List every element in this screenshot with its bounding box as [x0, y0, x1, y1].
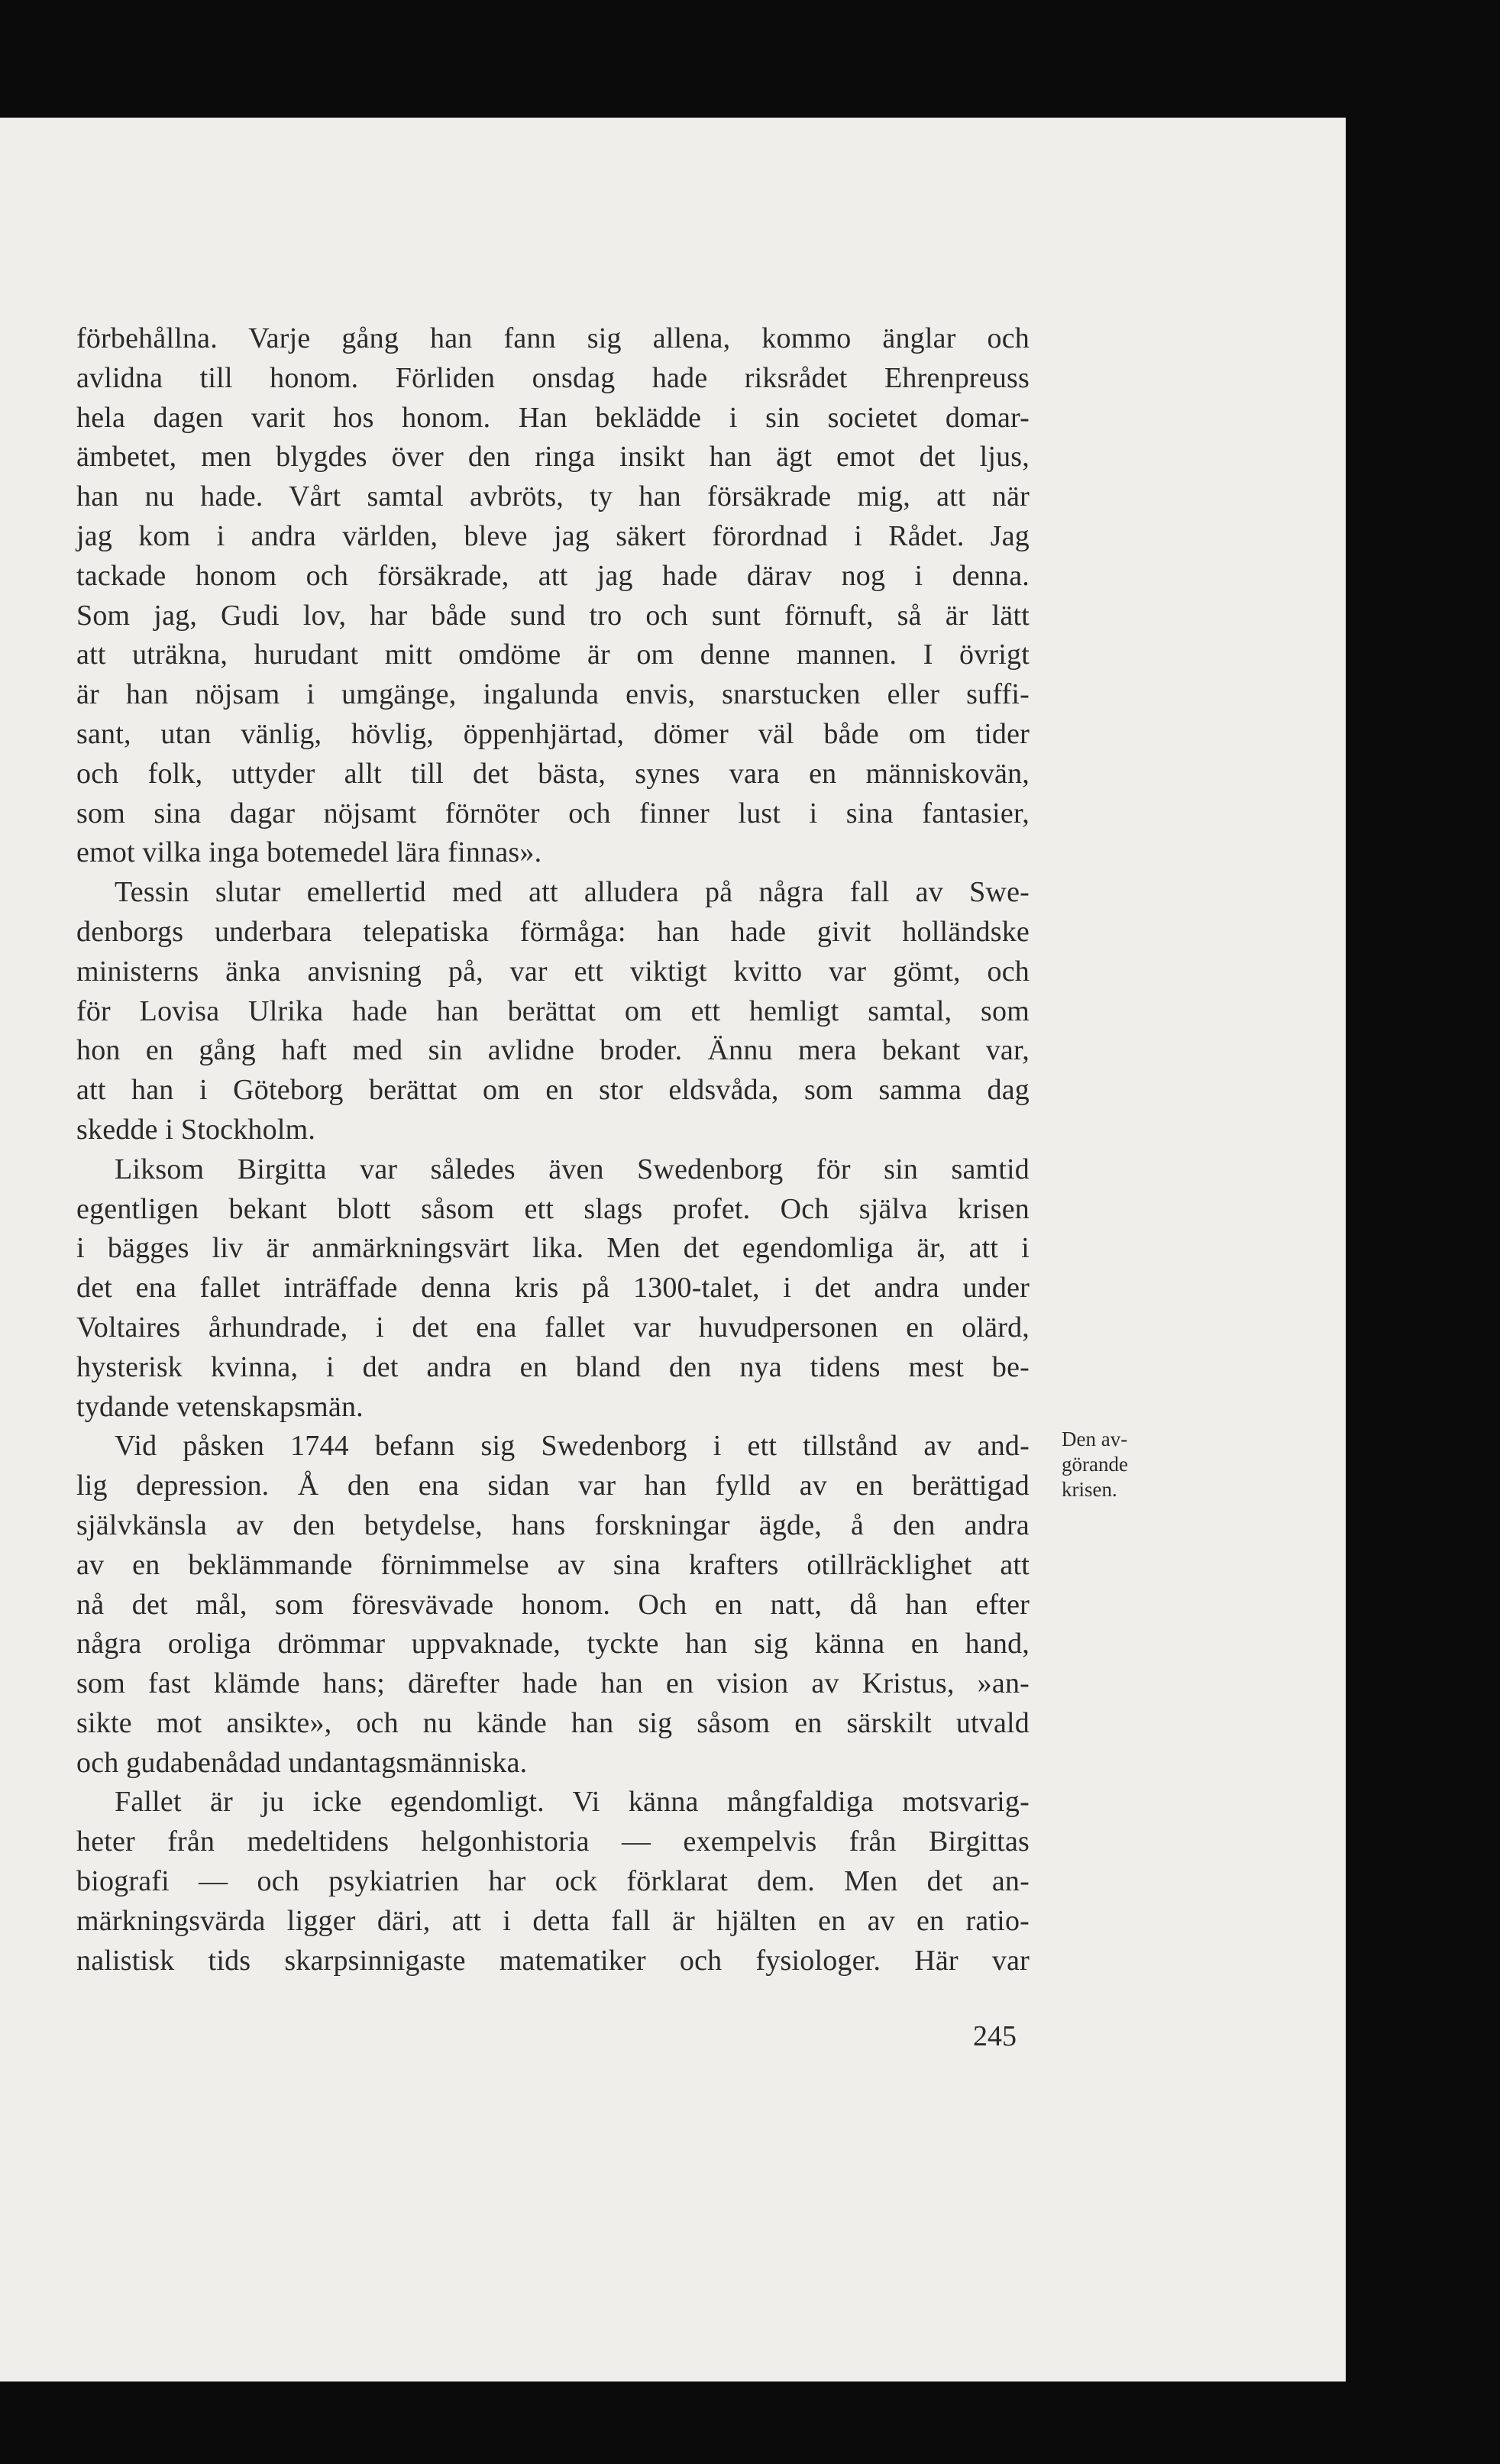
text-line: tydande vetenskapsmän. [76, 1390, 364, 1423]
text-line: han nu hade. Vårt samtal avbröts, ty han försäkrade mig, att när [76, 480, 1030, 513]
page-number: 245 [973, 2020, 1017, 2052]
text-line: biografi — och psykiatrien har ock förklarat dem. Men det an- [76, 1865, 1030, 1898]
text-line: lig depression. Å den ena sidan var han fylld av en berättigad [76, 1470, 1030, 1502]
text-line: Som jag, Gudi lov, har både sund tro och sunt förnuft, så är lätt [76, 599, 1030, 632]
text-line: av en beklämmande förnimmelse av sina krafters otillräcklighet att [76, 1548, 1030, 1581]
text-line: skedde i Stockholm. [76, 1113, 316, 1146]
text-line: sant, utan vänlig, hövlig, öppenhjärtad, dömer väl både om tider [76, 717, 1030, 750]
text-line: Tessin slutar emellertid med att alludera på några fall av Swe- [115, 876, 1030, 909]
text-line: Fallet är ju icke egendomligt. Vi känna mångfaldiga motsvarig- [115, 1786, 1030, 1819]
text-line: Vid påsken 1744 befann sig Swedenborg i ett tillstånd av and- [115, 1430, 1030, 1463]
text-line: och gudabenådad undantagsmänniska. [76, 1746, 528, 1779]
text-line: att uträkna, hurudant mitt omdöme är om denne mannen. I övrigt [76, 639, 1030, 671]
text-line: självkänsla av den betydelse, hans forskningar ägde, å den andra [76, 1508, 1030, 1541]
text-line: förbehållna. Varje gång han fann sig allena, kommo änglar och [76, 322, 1030, 354]
text-line: nalistisk tids skarpsinnigaste matematiker och fysiologer. Här var [76, 1944, 1030, 1977]
text-line: egentligen bekant blott såsom ett slags profet. Och själva krisen [76, 1192, 1030, 1225]
text-line: Liksom Birgitta var således även Swedenborg för sin samtid [115, 1153, 1030, 1185]
text-line: hela dagen varit hos honom. Han beklädde i sin societet domar- [76, 401, 1030, 434]
text-line: jag kom i andra världen, bleve jag säkert förordnad i Rådet. Jag [76, 519, 1030, 552]
text-line: emot vilka inga botemedel lära finnas». [76, 836, 542, 869]
text-line: nå det mål, som föresvävade honom. Och en natt, då han efter [76, 1588, 1030, 1621]
text-line: som sina dagar nöjsamt förnöter och finner lust i sina fantasier, [76, 797, 1030, 829]
margin-note [1062, 1427, 1128, 1502]
text-line: i bägges liv är anmärkningsvärt lika. Men det egendomliga är, att i [76, 1232, 1030, 1265]
text-line: ämbetet, men blygdes över den ringa insikt han ägt emot det ljus, [76, 441, 1030, 474]
text-line: Voltaires århundrade, i det ena fallet var huvudpersonen en olärd, [76, 1311, 1030, 1344]
text-line: sikte mot ansikte», och nu kände han sig såsom en särskilt utvald [76, 1706, 1030, 1739]
book-page [0, 118, 1346, 2382]
text-line: ministerns änka anvisning på, var ett viktigt kvitto var gömt, och [76, 955, 1030, 988]
text-line: några oroliga drömmar uppvaknade, tyckte han sig känna en hand, [76, 1628, 1030, 1660]
text-line: är han nöjsam i umgänge, ingalunda envis, snarstucken eller suffi- [76, 678, 1030, 711]
body-text [76, 319, 1030, 1981]
text-line: som fast klämde hans; därefter hade han en vision av Kristus, »an- [76, 1667, 1030, 1700]
text-line: avlidna till honom. Förliden onsdag hade riksrådet Ehrenpreuss [76, 361, 1030, 394]
text-line: och folk, uttyder allt till det bästa, synes vara en människovän, [76, 757, 1030, 790]
text-line: det ena fallet inträffade denna kris på 1300-talet, i det andra under [76, 1272, 1030, 1305]
margin-note-line: Den av- [1062, 1428, 1128, 1450]
margin-note-line: görande [1062, 1453, 1128, 1476]
text-line: denborgs underbara telepatiska förmåga: han hade givit holländske [76, 915, 1030, 948]
text-line: för Lovisa Ulrika hade han berättat om ett hemligt samtal, som [76, 994, 1030, 1027]
text-line: hon en gång haft med sin avlidne broder. Ännu mera bekant var, [76, 1034, 1030, 1067]
text-line: märkningsvärda ligger däri, att i detta fall är hjälten en av en ratio- [76, 1904, 1030, 1937]
margin-note-line: krisen. [1062, 1478, 1117, 1501]
text-line: att han i Göteborg berättat om en stor eldsvåda, som samma dag [76, 1074, 1030, 1107]
text-line: tackade honom och försäkrade, att jag hade därav nog i denna. [76, 559, 1030, 592]
text-line: hysterisk kvinna, i det andra en bland den nya tidens mest be- [76, 1350, 1030, 1383]
text-line: heter från medeltidens helgonhistoria — exempelvis från Birgittas [76, 1825, 1030, 1858]
